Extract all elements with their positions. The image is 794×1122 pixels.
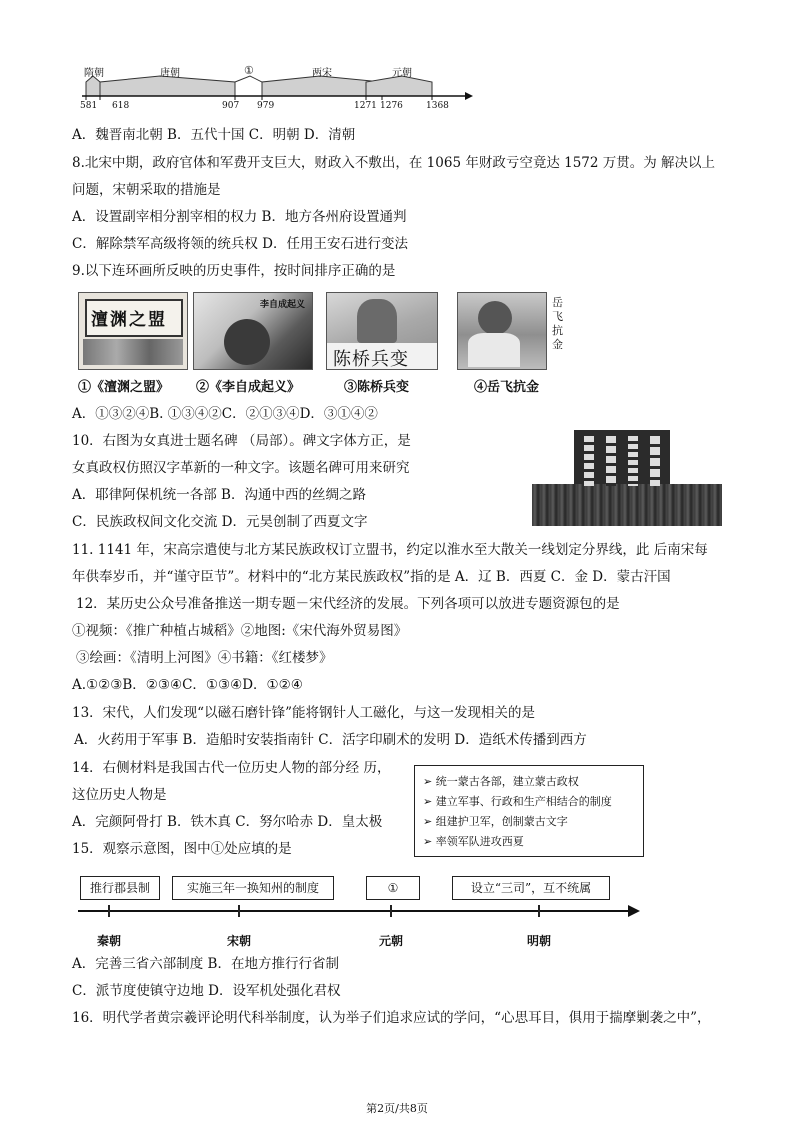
comic-picture-chanyuan [78, 292, 188, 370]
comic-title: 澶渊之盟 [91, 310, 167, 330]
timeline-label-yuan: 元朝 [392, 68, 412, 79]
timeline-year: 618 [112, 101, 130, 111]
comic-title: 陈桥兵变 [333, 349, 409, 370]
timeline-year: 1276 [380, 101, 403, 111]
caption-3: ③陈桥兵变 [344, 380, 410, 395]
q14-stem-2: 这位历史人物是 [72, 787, 167, 803]
q15-dynasty-song: 宋朝 [227, 934, 252, 948]
caption-4: ④岳飞抗金 [474, 380, 540, 395]
q9-stem: 9.以下连环画所反映的历史事件，按时间排序正确的是 [72, 263, 396, 279]
q14-options: A．完颜阿骨打 B．铁木真 C．努尔哈赤 D．皇太极 [72, 814, 383, 830]
q15-dynasty-ming: 明朝 [527, 934, 552, 948]
q15-timeline-axis [78, 910, 630, 912]
timeline-year: 1271 [354, 101, 377, 111]
comic-picture-lizicheng [193, 292, 313, 370]
q15-tick [390, 905, 392, 917]
q14-stem-1: 14．右侧材料是我国古代一位历史人物的部分经 历， [72, 760, 391, 776]
q15-tick [538, 905, 540, 917]
timeline-label-song: 两宋 [312, 68, 332, 79]
material-item: ➢ 率领军队进攻西夏 [423, 835, 524, 848]
arrow-bullet-icon: ➢ [423, 815, 433, 828]
q10-stem-1: 10．右图为女真进士题名碑 （局部）。碑文字体方正，是 [72, 433, 411, 449]
timeline-label-sui: 隋朝 [84, 68, 104, 79]
q15-dynasty-qin: 秦朝 [97, 934, 122, 948]
q15-box-ming: 设立“三司”，互不统属 [452, 876, 610, 900]
q7-options: A．魏晋南北朝 B．五代十国 C．明朝 D．清朝 [72, 127, 356, 143]
q15-options-2: C．派节度使镇守边地 D．设军机处强化君权 [72, 983, 341, 999]
material-item: ➢ 统一蒙古各部，建立蒙古政权 [423, 775, 579, 788]
comic-picture-yuefei [457, 292, 547, 370]
timeline-band-tang [100, 76, 235, 96]
timeline-band-wudai [235, 76, 262, 96]
material-item: ➢ 组建护卫军，创制蒙古文字 [423, 815, 568, 828]
q10-options-1: A．耶律阿保机统一各部 B．沟通中西的丝绸之路 [72, 487, 366, 503]
q12-stem: 12．某历史公众号准备推送一期专题－宋代经济的发展。下列各项可以放进专题资源包的是 [76, 596, 620, 612]
timeline-band-song [262, 76, 382, 96]
q15-tick [108, 905, 110, 917]
q15-tick [238, 905, 240, 917]
q8-stem-1: 8.北宋中期，政府官体和军费开支巨大，财政入不敷出，在 1065 年财政亏空竟达 1572 万贯。为 解决以上 [72, 155, 716, 171]
q12-options: A.①②③B．②③④C．①③④D．①②④ [72, 677, 303, 693]
q13-options: A．火药用于军事 B．造船时安装指南针 C．活字印刷术的发明 D．造纸术传播到西方 [74, 732, 587, 748]
timeline-label-blank: ① [244, 64, 254, 77]
q15-box-blank: ① [366, 876, 420, 900]
timeline-year: 907 [222, 101, 240, 111]
arrow-bullet-icon: ➢ [423, 795, 433, 808]
q15-dynasty-yuan: 元朝 [379, 934, 404, 948]
timeline-year: 979 [257, 101, 275, 111]
q8-options-2: C．解除禁军高级将领的统兵权 D．任用王安石进行变法 [72, 236, 408, 252]
timeline-label-tang: 唐朝 [160, 68, 180, 79]
q8-options-1: A．设置副宰相分割宰相的权力 B．地方各州府设置通判 [72, 209, 407, 225]
comic-picture-chenqiao [326, 292, 438, 370]
q12-items-2: ③绘画：《清明上河图》④书籍：《红楼梦》 [76, 650, 333, 666]
q8-stem-2: 问题，宋朝采取的措施是 [72, 182, 221, 198]
q15-box-song: 实施三年一换知州的制度 [172, 876, 334, 900]
q13-stem: 13．宋代，人们发现“以磁石磨针锋”能将钢针人工磁化，与这一发现相关的是 [72, 705, 535, 721]
timeline-band-sui [86, 76, 100, 96]
q15-stem: 15．观察示意图，图中①处应填的是 [72, 841, 292, 857]
q10-stem-2: 女真政权仿照汉字革新的一种文字。该题名碑可用来研究 [72, 460, 410, 476]
jurchen-stele-image [532, 428, 722, 526]
arrow-bullet-icon: ➢ [423, 775, 433, 788]
q9-options: A．①③②④B. ①③④②C．②①③④D．③①④② [72, 406, 378, 422]
page-footer: 第2页/共8页 [366, 1102, 428, 1115]
q16-stem: 16．明代学者黄宗羲评论明代科举制度，认为举子们追求应试的学问，“心思耳目，俱用于揣摩剿袭之中”， [72, 1010, 711, 1026]
timeline-year: 1368 [426, 101, 449, 111]
dynasty-timeline [80, 56, 480, 114]
timeline-band-yuan [366, 76, 432, 96]
q15-options-1: A．完善三省六部制度 B．在地方推行行省制 [72, 956, 339, 972]
caption-1: ①《澶渊之盟》 [78, 380, 170, 395]
comic-side-text: 岳飞抗金 [552, 296, 563, 351]
q11-stem-1: 11. 1141 年，宋高宗遣使与北方某民族政权订立盟书，约定以淮水至大散关一线划定分界线，此 后南宋每 [72, 542, 708, 558]
q15-timeline-arrow [628, 905, 640, 917]
q11-stem-2: 年供奉岁币，并“谨守臣节”。材料中的“北方某民族政权”指的是 A．辽 B．西夏 C．金 D．蒙古汗国 [72, 569, 671, 585]
timeline-year: 581 [80, 101, 98, 111]
q14-material-box [414, 765, 644, 857]
arrow-bullet-icon: ➢ [423, 835, 433, 848]
caption-2: ②《李自成起义》 [196, 380, 301, 395]
q10-options-2: C．民族政权间文化交流 D．元昊创制了西夏文字 [72, 514, 368, 530]
material-item: ➢ 建立军事、行政和生产相结合的制度 [423, 795, 612, 808]
comic-title: 李自成起义 [260, 300, 306, 310]
q15-box-qin: 推行郡县制 [80, 876, 160, 900]
q12-items-1: ①视频：《推广种植占城稻》②地图:《宋代海外贸易图》 [72, 623, 408, 639]
